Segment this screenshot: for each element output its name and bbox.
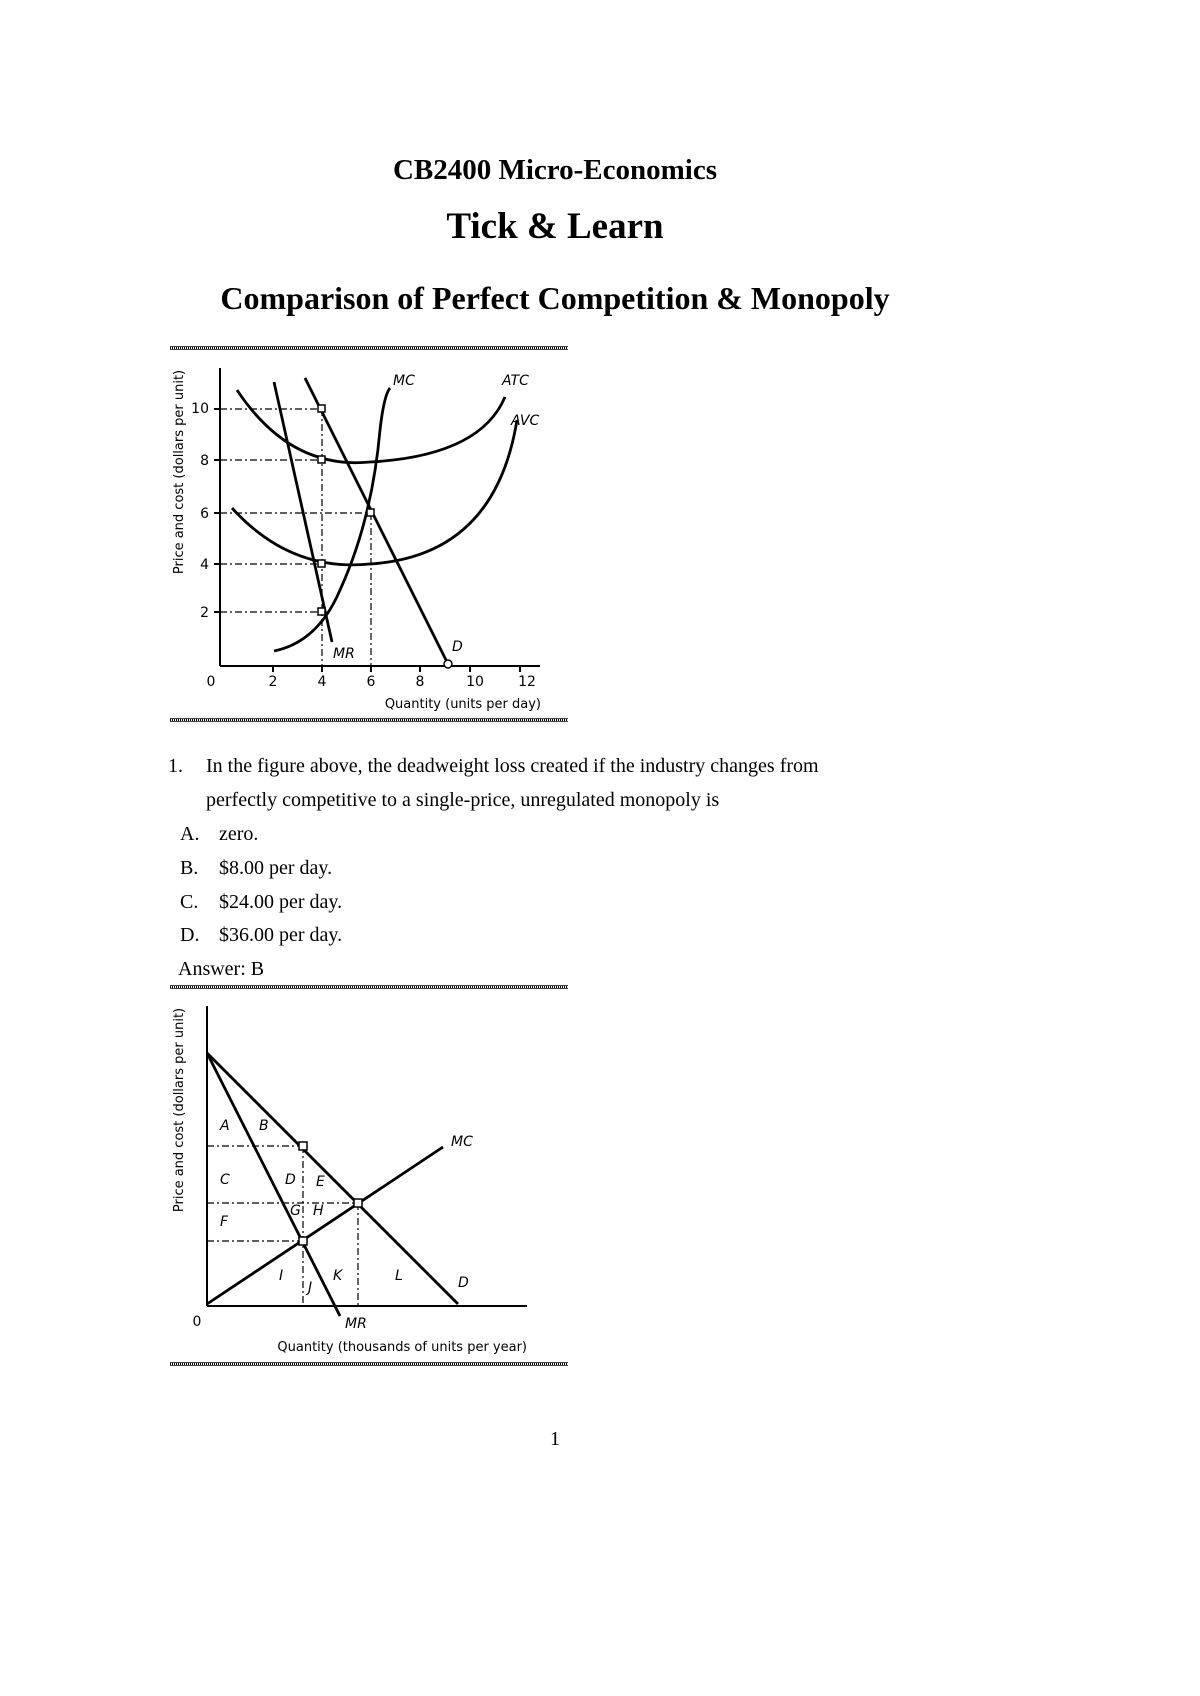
option-text: zero. <box>219 823 259 845</box>
y-axis-label: Price and cost (dollars per unit) <box>172 1007 187 1213</box>
area-label: J <box>308 1280 313 1296</box>
x-axis-label: Quantity (units per day) <box>384 697 541 712</box>
option-text: $8.00 per day. <box>219 857 333 879</box>
area-label: A <box>220 1118 230 1134</box>
y-tick-label: 2 <box>200 605 209 621</box>
question-text-line2: perfectly competitive to a single-price, unregulated monopoly is <box>206 789 720 811</box>
option-text: $24.00 per day. <box>219 891 343 913</box>
option-letter: B. <box>180 857 199 879</box>
option-letter: A. <box>180 823 200 845</box>
x-tick-label: 6 <box>366 674 376 690</box>
y-tick-label: 6 <box>200 506 209 522</box>
x-tick-label: 4 <box>317 674 327 690</box>
question-text-line1: In the figure above, the deadweight loss created if the industry changes from <box>206 755 819 777</box>
y-tick-label: 10 <box>191 401 209 417</box>
option-text: $36.00 per day. <box>219 924 343 946</box>
avc-label: AVC <box>511 413 540 429</box>
area-label: I <box>279 1268 284 1284</box>
atc-label: ATC <box>502 373 529 389</box>
area-label: D <box>285 1172 296 1188</box>
x-tick-label: 8 <box>415 674 425 690</box>
x-tick-label: 12 <box>518 674 536 690</box>
question-number: 1. <box>168 755 183 777</box>
area-label: L <box>395 1268 403 1284</box>
course-title: CB2400 Micro-Economics <box>392 154 718 186</box>
demand-curve <box>207 1053 458 1304</box>
mr-label: MR <box>345 1316 367 1332</box>
area-label: K <box>333 1268 343 1284</box>
area-label: B <box>259 1118 269 1134</box>
mc-label: MC <box>451 1134 473 1150</box>
y-axis-label: Price and cost (dollars per unit) <box>172 369 187 575</box>
separator-line <box>170 1362 568 1366</box>
area-label: E <box>316 1174 325 1190</box>
x-tick-label: 10 <box>466 674 484 690</box>
answer-text: Answer: B <box>178 958 265 980</box>
origin-label: 0 <box>192 1314 202 1330</box>
area-label: G <box>290 1203 301 1219</box>
page-number: 1 <box>550 1428 560 1450</box>
x-axis-label: Quantity (thousands of units per year) <box>277 1340 527 1355</box>
area-label: C <box>220 1172 230 1188</box>
y-tick-label: 4 <box>200 557 209 573</box>
mr-label: MR <box>333 646 355 662</box>
demand-label: D <box>452 639 463 655</box>
document-subtitle: Tick & Learn <box>446 206 664 247</box>
mc-label: MC <box>393 373 415 389</box>
option-letter: D. <box>180 924 200 946</box>
area-label: H <box>313 1203 324 1219</box>
x-tick-label: 0 <box>206 674 216 690</box>
topic-heading: Comparison of Perfect Competition & Monopoly <box>220 280 890 316</box>
area-label: F <box>220 1214 229 1230</box>
option-letter: C. <box>180 891 199 913</box>
demand-label: D <box>458 1275 469 1291</box>
x-tick-label: 2 <box>268 674 278 690</box>
y-tick-label: 8 <box>200 453 209 469</box>
